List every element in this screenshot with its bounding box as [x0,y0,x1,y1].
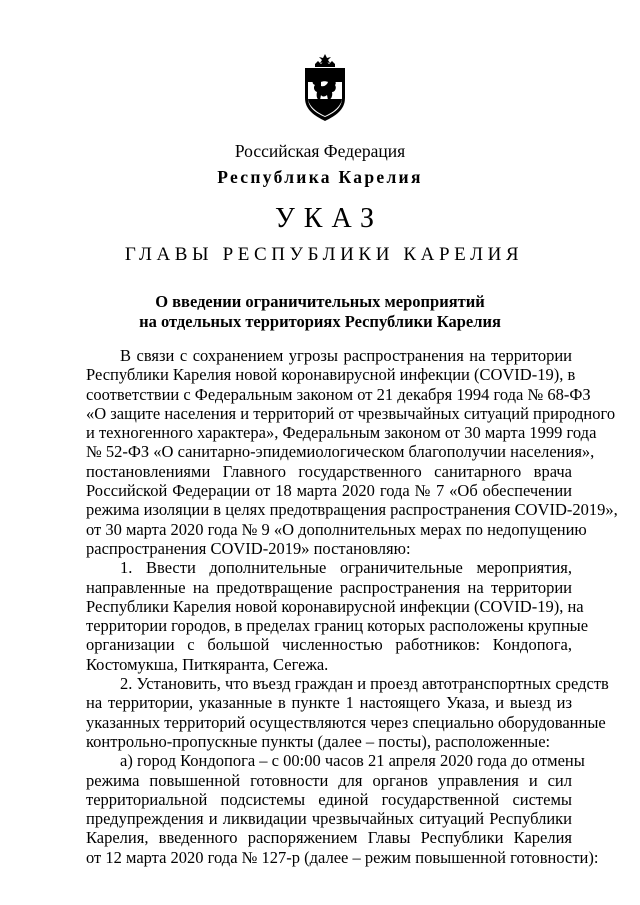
republic-name: Республика Карелия [217,167,423,187]
subject-line-2: на отдельных территориях Республики Карелия [139,312,501,331]
text-line: от 30 марта 2020 года № 9 «О дополнительных мерах по недопущению [86,519,587,539]
text-line: от 12 марта 2020 года № 127-р (далее – режим повышенной готовности): [86,847,599,867]
coat-of-arms-icon [300,54,350,122]
text-line: Костомукша, Питкяранта, Сегежа. [86,654,329,674]
decree-body [86,346,618,867]
clause-1-paragraph [86,558,589,674]
text-line: организации с большой численностью работников: Кондопога, [86,635,572,655]
text-line: территориальной подсистемы единой государственной системы [86,789,572,809]
clause-2a-paragraph [86,751,599,867]
decree-subject [0,292,640,332]
text-line: предупреждения и ликвидации чрезвычайных ситуаций Республики [86,809,572,829]
text-line: а) город Кондопога – с 00:00 часов 21 апреля 2020 года до отмены [120,751,585,771]
text-line: на территории, указанные в пункте 1 настоящего Указа, и выезд из [86,693,572,713]
text-line: режима повышенной готовности для органов управления и сил [86,770,572,790]
text-line: 1. Ввести дополнительные ограничительные мероприятия, [120,558,572,578]
text-line: и техногенного характера», Федеральным законом от 30 марта 1999 года [86,423,597,443]
text-line: соответствии с Федеральным законом от 21 декабря 1994 года № 68-ФЗ [86,384,591,404]
text-line: Российской Федерации от 18 марта 2020 года № 7 «Об обеспечении [86,481,572,501]
text-line: «О защите населения и территорий от чрезвычайных ситуаций природного [86,403,616,423]
document-type: УКАЗ [274,203,384,234]
text-line: контрольно-пропускные пункты (далее – посты), расположенные: [86,731,551,751]
preamble-paragraph [86,346,618,558]
text-line: Республики Карелия новой коронавирусной инфекции (COVID-19), на [86,596,584,616]
text-line: В связи с сохранением угрозы распространения на территории [120,346,572,365]
text-line: указанных территорий осуществляются через специально оборудованные [86,712,606,732]
issuer-title: ГЛАВЫ РЕСПУБЛИКИ КАРЕЛИЯ [124,244,524,265]
text-line: Карелия, введенного распоряжением Главы Республики Карелия [86,828,572,848]
text-line: направленные на предотвращение распространения на территории [86,577,572,597]
text-line: № 52-ФЗ «О санитарно-эпидемиологическом благополучии населения», [86,442,595,462]
text-line: режима изоляции в целях предотвращения распространения COVID-2019», [86,500,618,520]
text-line: постановлениями Главного государственного санитарного врача [86,461,572,481]
country-name: Российская Федерация [234,141,406,161]
clause-2-paragraph [86,674,609,751]
text-line: территории городов, в пределах границ которых расположены крупные [86,616,589,636]
text-line: 2. Установить, что въезд граждан и проезд автотранспортных средств [120,674,609,694]
text-line: распространения COVID-2019» постановляю: [86,538,411,558]
subject-line-1: О введении ограничительных мероприятий [155,292,485,311]
text-line: Республики Карелия новой коронавирусной инфекции (COVID-19), в [86,365,576,385]
